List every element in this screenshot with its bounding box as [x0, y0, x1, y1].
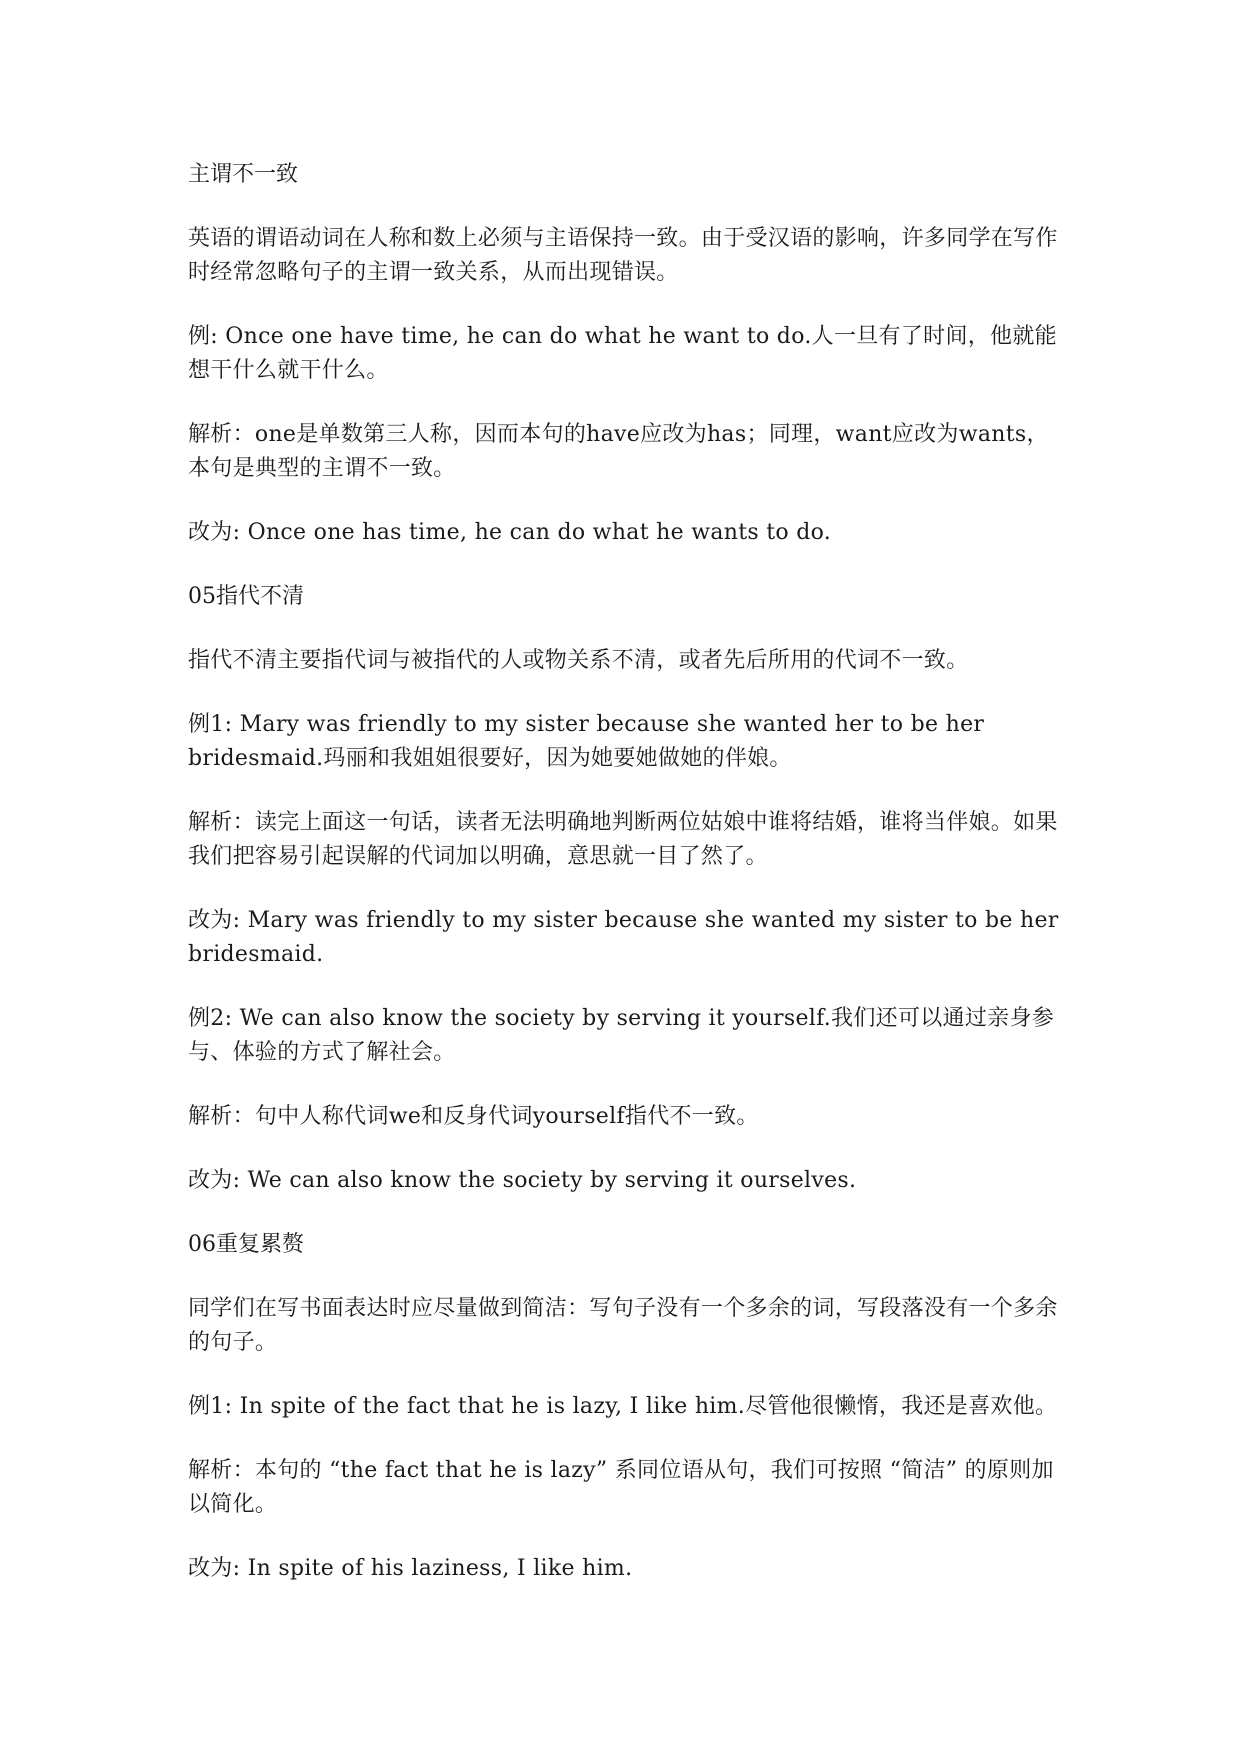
- paragraph-correction-1: 改为: Mary was friendly to my sister because she wanted my sister to be her bridesmaid.: [188, 908, 1059, 967]
- section-heading-unclear-reference: 05指代不清: [188, 584, 304, 609]
- document-body: [188, 158, 1060, 1616]
- paragraph-correction-redundancy: 改为: In spite of his laziness, I like him.: [188, 1556, 633, 1581]
- paragraph-example-2: 例2: We can also know the society by serving it yourself.我们还可以通过亲身参与、体验的方式了解社会。: [188, 1006, 1055, 1065]
- paragraph-analysis-1: 解析：读完上面这一句话，读者无法明确地判断两位姑娘中谁将结婚，谁将当伴娘。如果我们把容易引起误解的代词加以明确，意思就一目了然了。: [188, 810, 1058, 869]
- paragraph-analysis-redundancy: 解析：本句的 “the fact that he is lazy” 系同位语从句，我们可按照 “简洁” 的原则加以简化。: [188, 1458, 1054, 1517]
- paragraph-intro-redundancy: 同学们在写书面表达时应尽量做到简洁：写句子没有一个多余的词，写段落没有一个多余的句子。: [188, 1296, 1058, 1355]
- paragraph-intro-reference: 指代不清主要指代词与被指代的人或物关系不清，或者先后所用的代词不一致。: [188, 648, 969, 673]
- section-heading-redundancy: 06重复累赘: [188, 1232, 304, 1257]
- section-heading-subject-verb: 主谓不一致: [188, 162, 299, 187]
- paragraph-analysis-2: 解析：句中人称代词we和反身代词yourself指代不一致。: [188, 1104, 759, 1129]
- paragraph-correction-2: 改为: We can also know the society by serving it ourselves.: [188, 1168, 857, 1193]
- paragraph-analysis: 解析：one是单数第三人称，因而本句的have应改为has；同理，want应改为wants，本句是典型的主谓不一致。: [188, 422, 1049, 481]
- paragraph-correction: 改为: Once one has time, he can do what he wants to do.: [188, 520, 832, 545]
- paragraph-example-1: 例1: Mary was friendly to my sister because she wanted her to be her bridesmaid.玛丽和我姐姐很要好，因为她要她做她的伴娘。: [188, 712, 985, 771]
- paragraph-example-redundancy: 例1: In spite of the fact that he is lazy, I like him.尽管他很懒惰，我还是喜欢他。: [188, 1394, 1058, 1419]
- paragraph-example: 例: Once one have time, he can do what he want to do.人一旦有了时间，他就能想干什么就干什么。: [188, 324, 1057, 383]
- paragraph-intro-agreement: 英语的谓语动词在人称和数上必须与主语保持一致。由于受汉语的影响，许多同学在写作时经常忽略句子的主谓一致关系，从而出现错误。: [188, 226, 1058, 285]
